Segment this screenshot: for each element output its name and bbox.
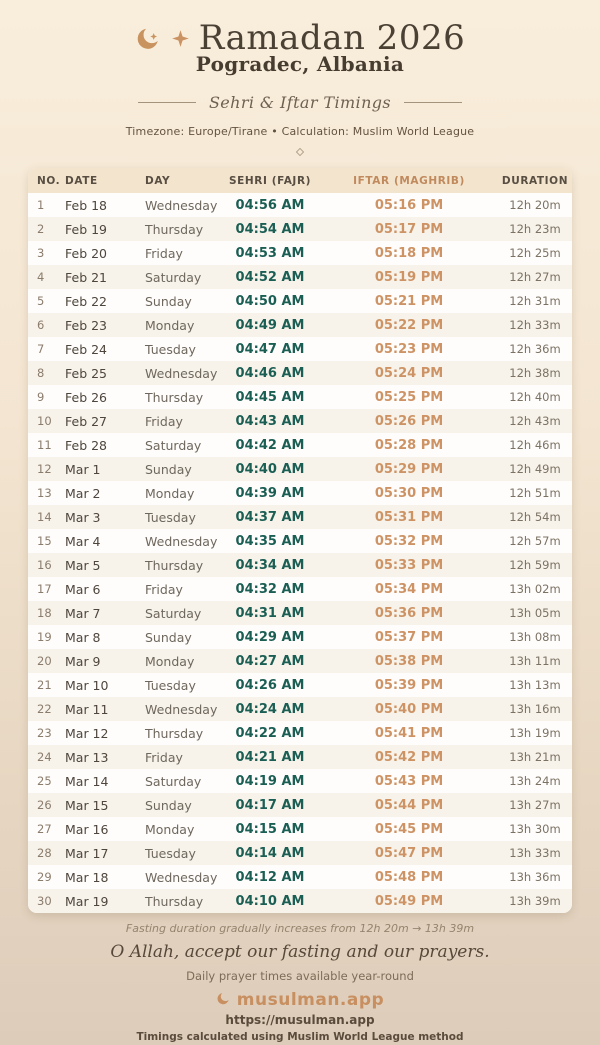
row-number-cell: 29: [37, 870, 52, 884]
iftar-time-cell: 05:45 PM: [374, 821, 444, 837]
table-row: [28, 529, 572, 553]
iftar-time-cell: 05:25 PM: [374, 389, 444, 405]
row-number-cell: 24: [37, 750, 52, 764]
duration-cell: 12h 20m: [509, 198, 561, 212]
iftar-time-cell: 05:40 PM: [374, 701, 444, 717]
table-row: [28, 457, 572, 481]
table-row: [28, 745, 572, 769]
sehri-time-cell: 04:15 AM: [235, 821, 305, 837]
day-cell: Tuesday: [145, 341, 196, 357]
sehri-time-cell: 04:14 AM: [235, 845, 305, 861]
duration-cell: 13h 27m: [509, 798, 561, 812]
iftar-time-cell: 05:33 PM: [374, 557, 444, 573]
iftar-time-cell: 05:36 PM: [374, 605, 444, 621]
date-cell: Feb 28: [65, 437, 108, 453]
duration-cell: 12h 38m: [509, 366, 561, 380]
sehri-time-cell: 04:47 AM: [235, 341, 305, 357]
table-row: [28, 865, 572, 889]
row-number-cell: 2: [37, 222, 45, 236]
duration-cell: 12h 25m: [509, 246, 561, 260]
date-cell: Mar 10: [65, 677, 109, 693]
sehri-time-cell: 04:40 AM: [235, 461, 305, 477]
date-cell: Mar 8: [65, 629, 101, 645]
duration-cell: 12h 33m: [509, 318, 561, 332]
date-cell: Feb 20: [65, 245, 108, 261]
row-number-cell: 1: [37, 198, 45, 212]
duration-cell: 12h 43m: [509, 414, 561, 428]
day-cell: Thursday: [145, 389, 204, 405]
day-cell: Wednesday: [145, 869, 218, 885]
duration-cell: 12h 51m: [509, 486, 561, 500]
table-row: [28, 553, 572, 577]
duration-cell: 13h 08m: [509, 630, 561, 644]
table-row: [28, 601, 572, 625]
day-cell: Sunday: [145, 293, 192, 309]
sehri-time-cell: 04:34 AM: [235, 557, 305, 573]
iftar-time-cell: 05:37 PM: [374, 629, 444, 645]
date-cell: Mar 13: [65, 749, 109, 765]
duration-cell: 12h 36m: [509, 342, 561, 356]
sehri-time-cell: 04:10 AM: [235, 893, 305, 909]
day-cell: Friday: [145, 749, 183, 765]
duration-cell: 12h 27m: [509, 270, 561, 284]
duration-cell: 12h 54m: [509, 510, 561, 524]
iftar-time-cell: 05:22 PM: [374, 317, 444, 333]
duration-cell: 12h 40m: [509, 390, 561, 404]
iftar-time-cell: 05:30 PM: [374, 485, 444, 501]
row-number-cell: 13: [37, 486, 52, 500]
iftar-time-cell: 05:28 PM: [374, 437, 444, 453]
iftar-time-cell: 05:47 PM: [374, 845, 444, 861]
day-cell: Wednesday: [145, 533, 218, 549]
brand-name: musulman.app: [236, 990, 385, 1010]
page-header: [135, 18, 466, 58]
sehri-time-cell: 04:26 AM: [235, 677, 305, 693]
timings-subtitle: Sehri & Iftar Timings: [208, 93, 392, 112]
table-row: [28, 673, 572, 697]
duration-cell: 13h 24m: [509, 774, 561, 788]
table-row: [28, 265, 572, 289]
sehri-time-cell: 04:39 AM: [235, 485, 305, 501]
iftar-time-cell: 05:21 PM: [374, 293, 444, 309]
date-cell: Feb 22: [65, 293, 108, 309]
day-cell: Sunday: [145, 629, 192, 645]
row-number-cell: 3: [37, 246, 45, 260]
duration-cell: 13h 33m: [509, 846, 561, 860]
sehri-time-cell: 04:31 AM: [235, 605, 305, 621]
column-header-iftar: IFTAR (MAGHRIB): [353, 174, 465, 187]
table-row: [28, 793, 572, 817]
iftar-time-cell: 05:43 PM: [374, 773, 444, 789]
duration-cell: 13h 11m: [509, 654, 561, 668]
iftar-time-cell: 05:44 PM: [374, 797, 444, 813]
day-cell: Thursday: [145, 893, 204, 909]
date-cell: Mar 4: [65, 533, 101, 549]
sehri-time-cell: 04:42 AM: [235, 437, 305, 453]
date-cell: Mar 2: [65, 485, 101, 501]
sehri-time-cell: 04:56 AM: [235, 197, 305, 213]
diamond-ornament: [296, 148, 304, 156]
day-cell: Sunday: [145, 461, 192, 477]
row-number-cell: 19: [37, 630, 52, 644]
sehri-time-cell: 04:53 AM: [235, 245, 305, 261]
sehri-time-cell: 04:32 AM: [235, 581, 305, 597]
table-row: [28, 889, 572, 913]
iftar-time-cell: 05:23 PM: [374, 341, 444, 357]
column-header-date: DATE: [65, 174, 98, 187]
calculation-method-note: Timings calculated using Muslim World League method: [136, 1031, 464, 1043]
date-cell: Mar 19: [65, 893, 109, 909]
row-number-cell: 30: [37, 894, 52, 908]
row-number-cell: 28: [37, 846, 52, 860]
day-cell: Wednesday: [145, 701, 218, 717]
iftar-time-cell: 05:29 PM: [374, 461, 444, 477]
table-row: [28, 625, 572, 649]
day-cell: Friday: [145, 581, 183, 597]
iftar-time-cell: 05:17 PM: [374, 221, 444, 237]
timings-table-card: [28, 168, 572, 913]
iftar-time-cell: 05:26 PM: [374, 413, 444, 429]
timezone-calculation-info: Timezone: Europe/Tirane • Calculation: Muslim World League: [125, 125, 475, 138]
sehri-time-cell: 04:35 AM: [235, 533, 305, 549]
brand-crescent-icon: [216, 991, 231, 1010]
table-row: [28, 433, 572, 457]
duration-cell: 12h 59m: [509, 558, 561, 572]
iftar-time-cell: 05:24 PM: [374, 365, 444, 381]
day-cell: Saturday: [145, 773, 202, 789]
row-number-cell: 14: [37, 510, 52, 524]
sehri-time-cell: 04:46 AM: [235, 365, 305, 381]
duration-cell: 12h 23m: [509, 222, 561, 236]
table-row: [28, 313, 572, 337]
date-cell: Mar 6: [65, 581, 101, 597]
iftar-time-cell: 05:41 PM: [374, 725, 444, 741]
date-cell: Mar 16: [65, 821, 109, 837]
page-title: Ramadan 2026: [198, 18, 466, 58]
sehri-time-cell: 04:21 AM: [235, 749, 305, 765]
table-row: [28, 289, 572, 313]
date-cell: Feb 23: [65, 317, 108, 333]
table-row: [28, 505, 572, 529]
sehri-time-cell: 04:45 AM: [235, 389, 305, 405]
date-cell: Feb 26: [65, 389, 108, 405]
table-row: [28, 697, 572, 721]
table-row: [28, 361, 572, 385]
sparkle-icon: [171, 29, 190, 48]
iftar-time-cell: 05:32 PM: [374, 533, 444, 549]
day-cell: Monday: [145, 485, 195, 501]
duration-cell: 13h 13m: [509, 678, 561, 692]
date-cell: Feb 24: [65, 341, 108, 357]
duration-cell: 13h 36m: [509, 870, 561, 884]
row-number-cell: 15: [37, 534, 52, 548]
sehri-time-cell: 04:52 AM: [235, 269, 305, 285]
day-cell: Thursday: [145, 725, 204, 741]
day-cell: Thursday: [145, 557, 204, 573]
iftar-time-cell: 05:18 PM: [374, 245, 444, 261]
table-row: [28, 385, 572, 409]
date-cell: Mar 5: [65, 557, 101, 573]
date-cell: Feb 19: [65, 221, 108, 237]
table-row: [28, 769, 572, 793]
day-cell: Monday: [145, 653, 195, 669]
crescent-moon-star-icon: [135, 25, 162, 52]
sehri-time-cell: 04:27 AM: [235, 653, 305, 669]
table-body: [28, 193, 572, 913]
date-cell: Mar 1: [65, 461, 101, 477]
day-cell: Saturday: [145, 605, 202, 621]
table-row: [28, 649, 572, 673]
row-number-cell: 6: [37, 318, 45, 332]
column-header-sehri: SEHRI (FAJR): [228, 174, 312, 187]
date-cell: Feb 27: [65, 413, 108, 429]
duration-cell: 12h 31m: [509, 294, 561, 308]
day-cell: Wednesday: [145, 197, 218, 213]
sehri-time-cell: 04:50 AM: [235, 293, 305, 309]
day-cell: Tuesday: [145, 677, 196, 693]
brand-row: [216, 990, 384, 1010]
day-cell: Friday: [145, 245, 183, 261]
day-cell: Tuesday: [145, 845, 196, 861]
row-number-cell: 9: [37, 390, 45, 404]
date-cell: Mar 14: [65, 773, 109, 789]
date-cell: Feb 25: [65, 365, 108, 381]
row-number-cell: 22: [37, 702, 52, 716]
day-cell: Monday: [145, 317, 195, 333]
row-number-cell: 18: [37, 606, 52, 620]
section-divider: [138, 93, 462, 112]
table-row: [28, 217, 572, 241]
table-row: [28, 721, 572, 745]
divider-line-left: [138, 102, 196, 103]
date-cell: Mar 15: [65, 797, 109, 813]
date-cell: Mar 9: [65, 653, 101, 669]
duration-cell: 13h 02m: [509, 582, 561, 596]
row-number-cell: 8: [37, 366, 45, 380]
date-cell: Mar 7: [65, 605, 101, 621]
fasting-duration-note: Fasting duration gradually increases from 12h 20m → 13h 39m: [125, 922, 475, 935]
table-header-row: [28, 168, 572, 193]
divider-line-right: [404, 102, 462, 103]
date-cell: Mar 12: [65, 725, 109, 741]
row-number-cell: 10: [37, 414, 52, 428]
date-cell: Feb 21: [65, 269, 108, 285]
day-cell: Friday: [145, 413, 183, 429]
iftar-time-cell: 05:39 PM: [374, 677, 444, 693]
row-number-cell: 16: [37, 558, 52, 572]
iftar-time-cell: 05:48 PM: [374, 869, 444, 885]
iftar-time-cell: 05:31 PM: [374, 509, 444, 525]
column-header-duration: DURATION: [501, 174, 569, 187]
row-number-cell: 26: [37, 798, 52, 812]
row-number-cell: 7: [37, 342, 45, 356]
duration-cell: 13h 16m: [509, 702, 561, 716]
sehri-time-cell: 04:37 AM: [235, 509, 305, 525]
duration-cell: 12h 49m: [509, 462, 561, 476]
duration-cell: 13h 39m: [509, 894, 561, 908]
day-cell: Saturday: [145, 269, 202, 285]
sehri-time-cell: 04:43 AM: [235, 413, 305, 429]
day-cell: Saturday: [145, 437, 202, 453]
sehri-time-cell: 04:19 AM: [235, 773, 305, 789]
row-number-cell: 11: [37, 438, 52, 452]
duration-cell: 13h 19m: [509, 726, 561, 740]
day-cell: Tuesday: [145, 509, 196, 525]
column-header-day: DAY: [145, 174, 171, 187]
location-subtitle: Pogradec, Albania: [195, 52, 405, 76]
sehri-time-cell: 04:49 AM: [235, 317, 305, 333]
day-cell: Monday: [145, 821, 195, 837]
row-number-cell: 21: [37, 678, 52, 692]
iftar-time-cell: 05:19 PM: [374, 269, 444, 285]
column-header-no: NO.: [37, 174, 61, 187]
sehri-time-cell: 04:22 AM: [235, 725, 305, 741]
iftar-time-cell: 05:34 PM: [374, 581, 444, 597]
date-cell: Mar 17: [65, 845, 109, 861]
sehri-time-cell: 04:54 AM: [235, 221, 305, 237]
duration-cell: 13h 30m: [509, 822, 561, 836]
sehri-time-cell: 04:12 AM: [235, 869, 305, 885]
row-number-cell: 27: [37, 822, 52, 836]
sehri-time-cell: 04:17 AM: [235, 797, 305, 813]
sehri-time-cell: 04:29 AM: [235, 629, 305, 645]
duration-cell: 13h 21m: [509, 750, 561, 764]
duration-cell: 12h 57m: [509, 534, 561, 548]
day-cell: Wednesday: [145, 365, 218, 381]
day-cell: Sunday: [145, 797, 192, 813]
sehri-time-cell: 04:24 AM: [235, 701, 305, 717]
table-row: [28, 481, 572, 505]
availability-note: Daily prayer times available year-round: [186, 969, 414, 983]
table-row: [28, 193, 572, 217]
dua-text: O Allah, accept our fasting and our prayers.: [110, 942, 490, 962]
row-number-cell: 5: [37, 294, 45, 308]
iftar-time-cell: 05:49 PM: [374, 893, 444, 909]
row-number-cell: 25: [37, 774, 52, 788]
day-cell: Thursday: [145, 221, 204, 237]
date-cell: Feb 18: [65, 197, 108, 213]
row-number-cell: 23: [37, 726, 52, 740]
iftar-time-cell: 05:42 PM: [374, 749, 444, 765]
table-row: [28, 409, 572, 433]
iftar-time-cell: 05:38 PM: [374, 653, 444, 669]
duration-cell: 13h 05m: [509, 606, 561, 620]
date-cell: Mar 18: [65, 869, 109, 885]
row-number-cell: 12: [37, 462, 52, 476]
date-cell: Mar 11: [65, 701, 109, 717]
table-row: [28, 841, 572, 865]
table-row: [28, 241, 572, 265]
row-number-cell: 20: [37, 654, 52, 668]
row-number-cell: 17: [37, 582, 52, 596]
brand-url-link[interactable]: https://musulman.app: [225, 1013, 375, 1027]
duration-cell: 12h 46m: [509, 438, 561, 452]
date-cell: Mar 3: [65, 509, 101, 525]
table-row: [28, 577, 572, 601]
table-row: [28, 337, 572, 361]
row-number-cell: 4: [37, 270, 45, 284]
iftar-time-cell: 05:16 PM: [374, 197, 444, 213]
table-row: [28, 817, 572, 841]
